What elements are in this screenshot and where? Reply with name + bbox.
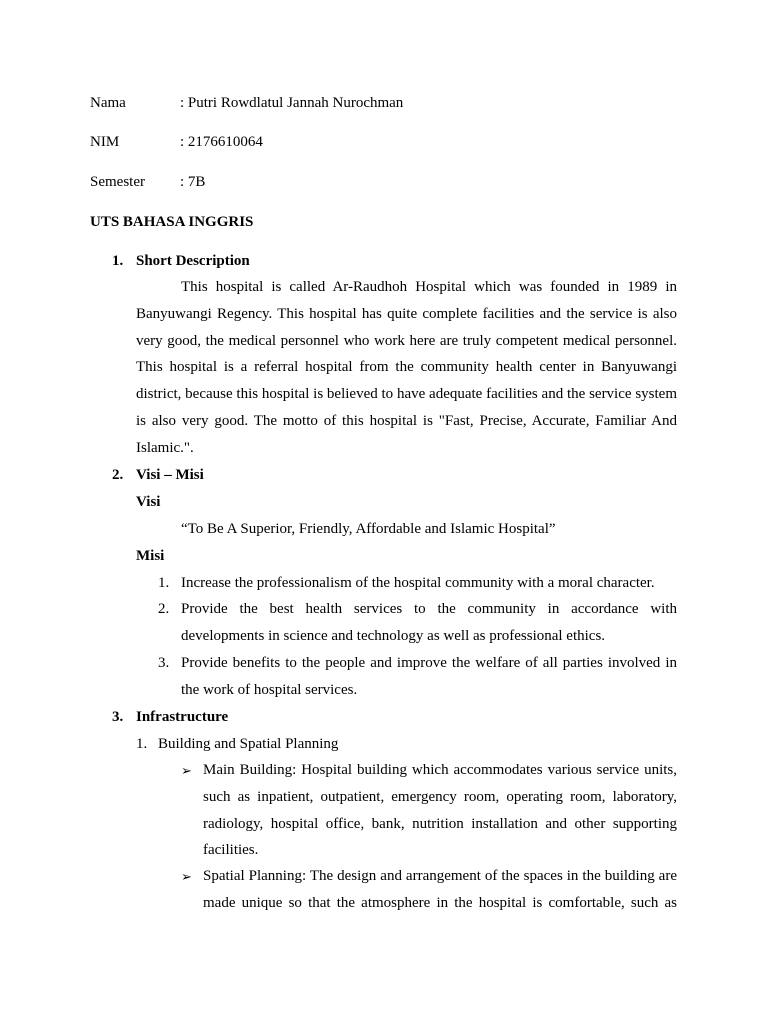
section-3-number: 3. <box>112 709 124 725</box>
short-description-paragraph <box>136 274 677 462</box>
misi-item-1-text: Increase the professionalism of the hospital community with a moral character. <box>181 575 655 591</box>
short-description-text: This hospital is called Ar-Raudhoh Hospital which was founded in 1989 in Banyuwangi Regency. This hospital has quite complete facilities and the service is also very good, the medical personnel who work here are truly competent medical personnel. This hospital is a referral hospital from the community health center in Banyuwangi district, because this hospital is believed to have adequate facilities and the service system is also very good. The motto of this hospital is "Fast, Precise, Accurate, Familiar And Islamic.". <box>136 279 677 456</box>
bullet-main-building-text: Main Building: Hospital building which accommodates various service units, such as inpatient, outpatient, emergency room, operating room, laboratory, radiology, hospital office, bank, nutrition installation and other supporting facilities. <box>203 762 677 859</box>
section-3-heading: Infrastructure <box>136 709 229 725</box>
section-2-number: 2. <box>112 467 124 483</box>
visi-text: “To Be A Superior, Friendly, Affordable and Islamic Hospital” <box>181 521 556 537</box>
section-1-heading: Short Description <box>136 253 250 269</box>
nim-label: NIM <box>90 134 120 150</box>
semester-row <box>90 173 205 191</box>
semester-value: : 7B <box>180 174 206 190</box>
nama-row <box>90 94 403 112</box>
nama-label: Nama <box>90 95 126 111</box>
misi-heading: Misi <box>136 548 165 564</box>
subsection-1-heading: Building and Spatial Planning <box>158 736 339 752</box>
section-2-heading: Visi – Misi <box>136 467 204 483</box>
section-1-number: 1. <box>112 253 124 269</box>
misi-item-1-number: 1. <box>158 575 170 591</box>
misi-item-3-text: Provide benefits to the people and improve the welfare of all parties involved in the work of hospital services. <box>181 655 677 698</box>
nim-row <box>90 133 263 151</box>
arrow-bullet-icon: ➢ <box>181 763 192 778</box>
nim-value: : 2176610064 <box>180 134 263 150</box>
document-title: UTS BAHASA INGGRIS <box>90 214 254 230</box>
misi-item-2-number: 2. <box>158 601 170 617</box>
semester-label: Semester <box>90 174 145 190</box>
misi-item-3-number: 3. <box>158 655 170 671</box>
arrow-bullet-icon: ➢ <box>181 869 192 884</box>
nama-value: : Putri Rowdlatul Jannah Nurochman <box>180 95 404 111</box>
subsection-1-number: 1. <box>136 736 148 752</box>
visi-heading: Visi <box>136 494 161 510</box>
misi-item-2-text: Provide the best health services to the community in accordance with developments in science and technology as well as professional ethics. <box>181 601 677 644</box>
bullet-spatial-planning-text: Spatial Planning: The design and arrangement of the spaces in the building are made unique so that the atmosphere in the hospital is comfortable, such as <box>203 868 677 911</box>
